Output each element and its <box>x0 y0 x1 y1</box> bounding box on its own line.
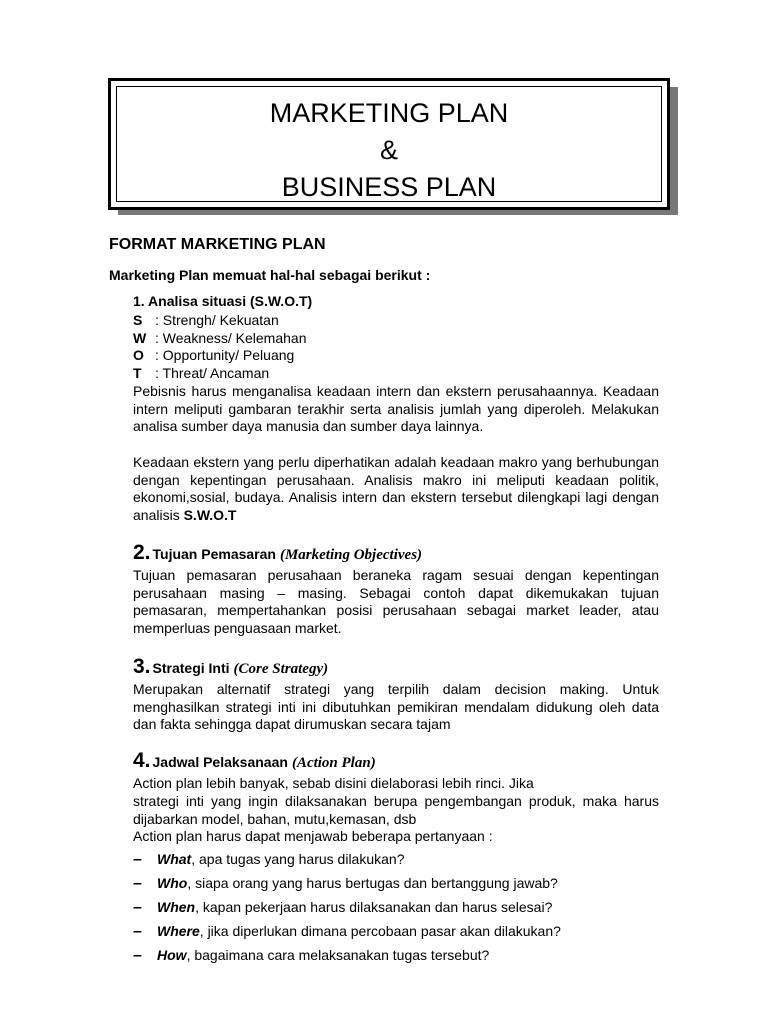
question-key: When <box>157 899 196 915</box>
question-key: Where <box>157 923 200 939</box>
section-2-number: 2. <box>133 541 151 564</box>
question-text: , siapa orang yang harus bertugas dan bertanggung jawab? <box>187 875 558 891</box>
dash-bullet: – <box>133 947 142 964</box>
list-item <box>133 851 663 875</box>
section-2-heading <box>133 541 422 565</box>
section-1-paragraph-1: Pebisnis harus menganalisa keadaan intern dan ekstern perusahaannya. Keadaan intern meliputi gambaran terakhir serta analisis jumlah yang diperoleh. Melakukan analisa sumber daya manusia dan sumber daya lainnya. <box>133 383 659 435</box>
section-1-title: 1. Analisa situasi (S.W.O.T) <box>133 293 313 309</box>
section-4-heading <box>133 749 376 773</box>
swot-item <box>133 312 307 330</box>
section-2-text: Tujuan pemasaran perusahaan beraneka ragam sesuai dengan kepentingan perusahaan masing – masing. Sebagai contoh dapat dikemukakan tujuan pemasaran, mempertahankan posisi perusahaan sebagai market leader, atau memperluas penguasaan market. <box>133 567 659 636</box>
swot-text: : Strengh/ Kekuatan <box>155 312 279 328</box>
title-box <box>108 78 670 210</box>
section-4-number: 4. <box>133 749 151 772</box>
section-4-last-line: Action plan harus dapat menjawab beberapa pertanyaan : <box>133 828 493 844</box>
dash-bullet: – <box>133 923 142 940</box>
swot-item <box>133 347 307 365</box>
question-text: , bagaimana cara melaksanakan tugas tersebut? <box>186 947 490 963</box>
section-4-line-1: Action plan lebih banyak, sebab disini dielaborasi lebih rinci. Jika <box>133 775 534 791</box>
question-key: What <box>157 851 192 867</box>
section-2-label: Tujuan Pemasaran <box>152 546 276 562</box>
list-item <box>133 875 663 899</box>
section-heading: FORMAT MARKETING PLAN <box>109 236 326 253</box>
question-key: Who <box>157 875 188 891</box>
intro-text: Marketing Plan memuat hal-hal sebagai berikut : <box>109 267 431 283</box>
section-4-english: (Action Plan) <box>291 755 376 771</box>
section-3-english: (Core Strategy) <box>233 661 329 677</box>
dash-bullet: – <box>133 851 142 868</box>
section-1-paragraph-2-text: Keadaan ekstern yang perlu diperhatikan adalah keadaan makro yang berhubungan dengan kepentingan perusahaan. Analisis makro ini meliputi keadaan politik, ekonomi,sosial, budaya. Analisis intern dan ekstern tersebut dilengkapi lagi dengan analisis <box>133 454 659 523</box>
question-text: , kapan pekerjaan harus dilaksanakan dan harus selesai? <box>195 899 553 915</box>
swot-letter: T <box>133 364 142 381</box>
section-3-text: Merupakan alternatif strategi yang terpilih dalam decision making. Untuk menghasilkan strategi inti ini dibutuhkan pemikiran mendalam didukung oleh data dan fakta sehingga dapat dirumuskan secara tajam <box>133 681 659 733</box>
swot-letter: W <box>133 329 147 346</box>
section-4-text: strategi inti yang ingin dilaksanakan berupa pengembangan produk, maka harus dijabarkan model, bahan, mutu,kemasan, dsb <box>133 793 659 827</box>
section-2-english: (Marketing Objectives) <box>279 547 423 563</box>
question-text: , apa tugas yang harus dilakukan? <box>191 851 405 867</box>
title-line-1: MARKETING PLAN <box>269 98 509 128</box>
list-item <box>133 947 663 971</box>
section-3-heading <box>133 655 328 679</box>
question-text: , jika diperlukan dimana percobaan pasar akan dilakukan? <box>199 923 561 939</box>
swot-item <box>133 330 307 348</box>
title-inner-frame <box>116 86 662 202</box>
swot-text: : Threat/ Ancaman <box>155 364 270 381</box>
swot-text: : Weakness/ Kelemahan <box>155 329 307 346</box>
section-3-number: 3. <box>133 655 151 678</box>
swot-list <box>133 312 307 382</box>
swot-text: : Opportunity/ Peluang <box>155 347 295 364</box>
question-list <box>133 851 663 971</box>
title-line-2: & <box>379 135 398 165</box>
swot-letter: S <box>133 312 143 328</box>
dash-bullet: – <box>133 899 142 916</box>
list-item <box>133 899 663 923</box>
swot-letter: O <box>133 347 144 364</box>
dash-bullet: – <box>133 875 142 892</box>
section-1-paragraph-2 <box>133 454 659 524</box>
swot-bold: S.W.O.T <box>183 506 237 523</box>
section-4-label: Jadwal Pelaksanaan <box>152 754 288 770</box>
title-line-3: BUSINESS PLAN <box>281 172 497 202</box>
swot-item <box>133 365 307 383</box>
list-item <box>133 923 663 947</box>
question-key: How <box>157 947 187 963</box>
section-3-label: Strategi Inti <box>152 660 230 676</box>
